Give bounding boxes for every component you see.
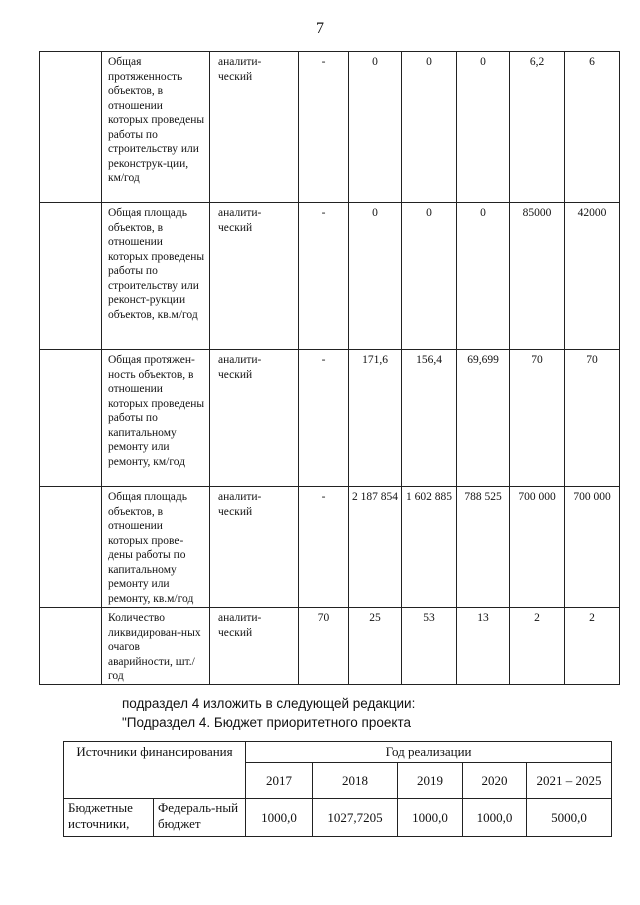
indicator-blank-cell (40, 608, 102, 685)
indicator-value-2019: 69,699 (457, 350, 510, 487)
indicator-method: аналити-ческий (210, 608, 299, 685)
indicator-row (40, 608, 620, 685)
indicator-value-2017: 0 (349, 203, 402, 350)
indicator-name: Общая площадь объектов, в отношении которых прове-дены работы по капитальному ремонту или ремонту, кв.м/год (102, 487, 210, 608)
indicator-blank-cell (40, 203, 102, 350)
indicator-value-2019: 788 525 (457, 487, 510, 608)
budget-source-label: Бюджетные источники, (64, 799, 154, 837)
indicator-name: Общая протяжен-ность объектов, в отношении которых проведены работы по капитальному ремонту или ремонту, км/год (102, 350, 210, 487)
indicator-value-2021: 42000 (565, 203, 620, 350)
indicator-value-2021: 2 (565, 608, 620, 685)
indicator-value-2020: 70 (510, 350, 565, 487)
indicator-value-2018: 0 (402, 203, 457, 350)
indicator-value-2020: 85000 (510, 203, 565, 350)
budget-value-2021-2025: 5000,0 (527, 799, 612, 837)
indicator-value-2017: 171,6 (349, 350, 402, 487)
indicator-value-2018: 53 (402, 608, 457, 685)
indicator-row (40, 350, 620, 487)
indicator-value-2021: 6 (565, 52, 620, 203)
indicator-value-2017: 0 (349, 52, 402, 203)
indicator-value-2020: 2 (510, 608, 565, 685)
indicator-name: Количество ликвидирован-ных очагов аварийности, шт./год (102, 608, 210, 685)
indicator-value-2018: 1 602 885 (402, 487, 457, 608)
budget-value-2017: 1000,0 (246, 799, 313, 837)
indicator-method: аналити-ческий (210, 487, 299, 608)
indicator-base-value: - (299, 350, 349, 487)
budget-value-2019: 1000,0 (398, 799, 463, 837)
indicator-value-2019: 0 (457, 203, 510, 350)
indicator-base-value: - (299, 487, 349, 608)
indicator-method: аналити-ческий (210, 203, 299, 350)
indicator-row (40, 487, 620, 608)
budget-table (63, 741, 612, 837)
budget-value-2020: 1000,0 (463, 799, 527, 837)
budget-subsource-label: Федераль-ный бюджет (154, 799, 246, 837)
page-number: 7 (316, 20, 324, 37)
indicator-value-2018: 156,4 (402, 350, 457, 487)
indicator-name: Общая площадь объектов, в отношении которых проведены работы по строительству или реконст-рукции объектов, кв.м/год (102, 203, 210, 350)
budget-year-2017: 2017 (246, 763, 313, 799)
indicator-row (40, 52, 620, 203)
indicator-method: аналити-ческий (210, 350, 299, 487)
indicator-value-2017: 25 (349, 608, 402, 685)
indicators-body (40, 52, 620, 685)
indicator-method: аналити-ческий (210, 52, 299, 203)
indicator-blank-cell (40, 350, 102, 487)
indicator-value-2017: 2 187 854 (349, 487, 402, 608)
text-line-1: подраздел 4 изложить в следующей редакции: (122, 696, 416, 711)
indicator-value-2021: 700 000 (565, 487, 620, 608)
indicator-value-2020: 700 000 (510, 487, 565, 608)
text-line-2: "Подраздел 4. Бюджет приоритетного проекта (122, 715, 411, 730)
indicator-base-value: 70 (299, 608, 349, 685)
budget-year-2019: 2019 (398, 763, 463, 799)
budget-year-2018: 2018 (313, 763, 398, 799)
budget-sources-header: Источники финансирования (64, 742, 246, 799)
indicator-value-2018: 0 (402, 52, 457, 203)
indicator-value-2020: 6,2 (510, 52, 565, 203)
indicator-name: Общая протяженность объектов, в отношении которых проведены работы по строительству или реконструк-ции, км/год (102, 52, 210, 203)
indicator-value-2019: 0 (457, 52, 510, 203)
indicator-blank-cell (40, 52, 102, 203)
budget-year-header: Год реализации (246, 742, 612, 763)
indicators-table (39, 51, 620, 685)
budget-value-2018: 1027,7205 (313, 799, 398, 837)
indicator-blank-cell (40, 487, 102, 608)
indicator-value-2021: 70 (565, 350, 620, 487)
indicator-base-value: - (299, 203, 349, 350)
budget-year-2020: 2020 (463, 763, 527, 799)
indicator-row (40, 203, 620, 350)
budget-year-2021-2025: 2021 – 2025 (527, 763, 612, 799)
indicator-value-2019: 13 (457, 608, 510, 685)
indicator-base-value: - (299, 52, 349, 203)
